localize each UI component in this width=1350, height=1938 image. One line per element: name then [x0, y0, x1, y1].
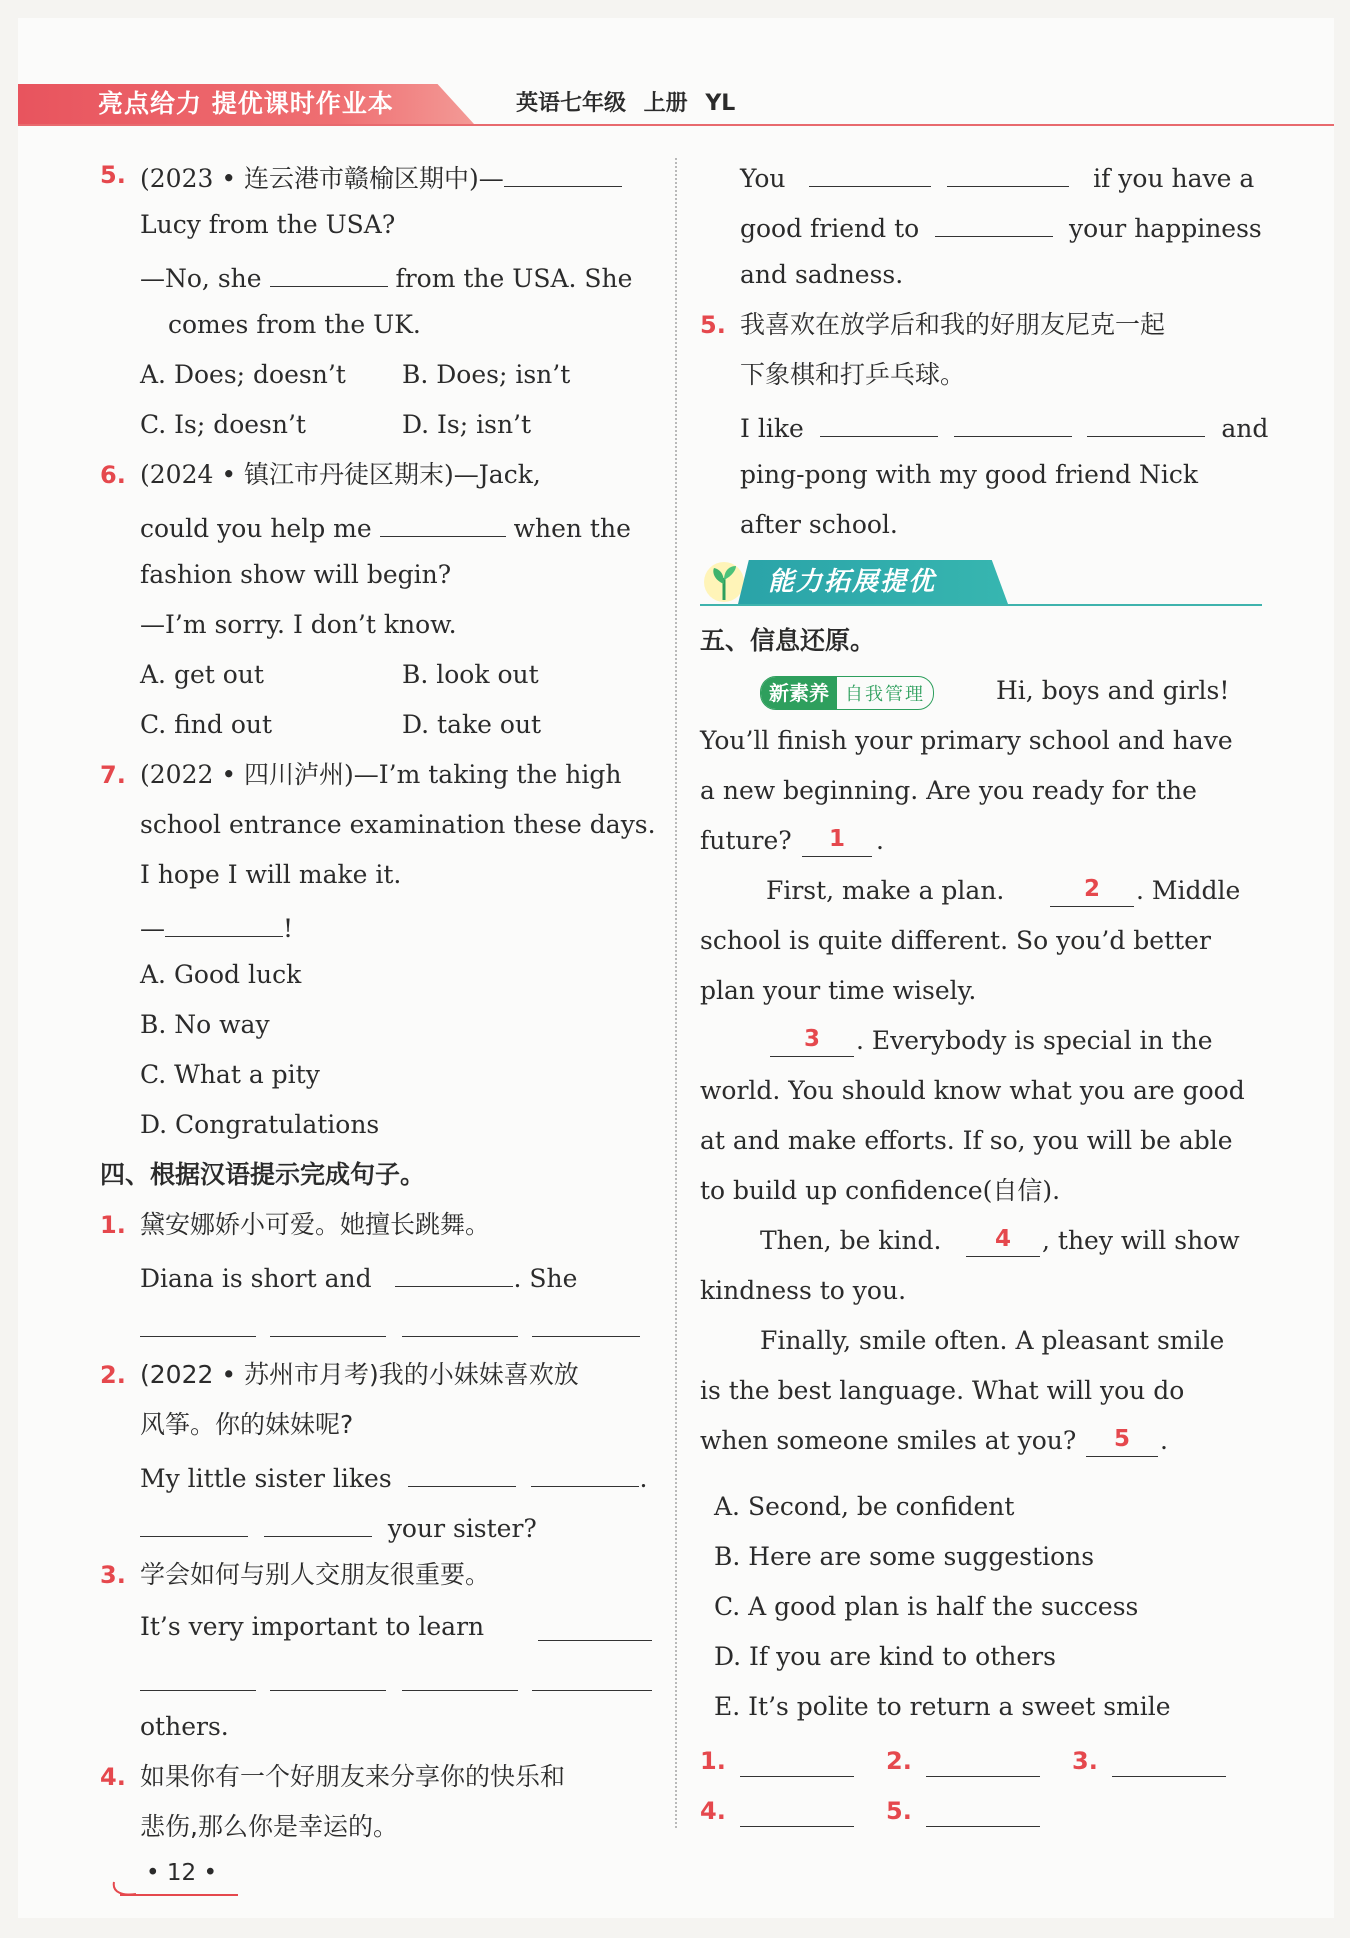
question-source: (2022 • 四川泸州)—I’m taking the high [140, 760, 622, 789]
book-subtitle: 英语七年级 上册 YL [516, 91, 736, 116]
question-line: —I’m sorry. I don’t know. [140, 610, 457, 639]
sentence-line: I like and [740, 410, 1268, 444]
question-line: school entrance examination these days. [140, 810, 656, 839]
passage-blank[interactable] [770, 1056, 854, 1057]
question-line: — ! [140, 910, 293, 944]
question-number: 4. [100, 1763, 126, 1791]
answer-label: 2. [886, 1747, 912, 1775]
chinese-prompt: 风筝。你的妹妹呢? [140, 1410, 354, 1439]
book-title: 亮点给力 提优课时作业本 [98, 89, 394, 118]
passage-line: You’ll finish your primary school and have [700, 726, 1233, 755]
chinese-prompt: 我喜欢在放学后和我的好朋友尼克一起 [740, 310, 1166, 339]
sentence-line: It’s very important to learn [140, 1612, 485, 1641]
passage-line: when someone smiles at you? [700, 1426, 1077, 1455]
answer-blank[interactable] [954, 410, 1072, 437]
question-number: 3. [100, 1561, 126, 1589]
choice-b[interactable]: B. Here are some suggestions [714, 1542, 1095, 1571]
sentence-line: others. [140, 1712, 229, 1741]
question-number: 7. [100, 761, 126, 789]
answer-blank[interactable] [140, 1690, 256, 1691]
passage-punct: . [876, 826, 884, 855]
tag-label: 新素养 [761, 677, 837, 709]
passage-line: plan your time wisely. [700, 976, 977, 1005]
passage-line: . Middle [1136, 876, 1241, 905]
header-rule [18, 124, 1334, 126]
answer-blank[interactable] [947, 160, 1069, 187]
answer-blank[interactable] [538, 1640, 652, 1641]
answer-blank[interactable] [408, 1460, 516, 1487]
chinese-prompt: 黛安娜娇小可爱。她擅长跳舞。 [140, 1210, 491, 1239]
sentence-line: after school. [740, 510, 898, 539]
option-a[interactable]: A. Good luck [140, 960, 302, 989]
question-number: 5. [100, 161, 126, 189]
chinese-prompt: 下象棋和打乒乓球。 [740, 360, 966, 389]
passage-line: Then, be kind. [760, 1226, 942, 1255]
choice-d[interactable]: D. If you are kind to others [714, 1642, 1056, 1671]
answer-blank[interactable] [395, 1260, 513, 1287]
option-a[interactable]: A. Does; doesn’t [140, 360, 346, 389]
blank-number: 2 [1083, 876, 1100, 902]
question-line: —No, she from the USA. She [140, 260, 632, 294]
passage-line: future? [700, 826, 792, 855]
choice-c[interactable]: C. A good plan is half the success [714, 1592, 1139, 1621]
answer-blank[interactable] [740, 1826, 854, 1827]
option-b[interactable]: B. look out [402, 660, 539, 689]
option-b[interactable]: B. Does; isn’t [402, 360, 571, 389]
answer-blank[interactable] [402, 1336, 518, 1337]
column-divider [675, 158, 677, 1828]
option-d[interactable]: D. Congratulations [140, 1110, 380, 1139]
option-b[interactable]: B. No way [140, 1010, 270, 1039]
answer-blank[interactable] [270, 1690, 386, 1691]
passage-line: is the best language. What will you do [700, 1376, 1185, 1405]
answer-blank[interactable] [140, 1510, 248, 1537]
page-number: • 12 • [146, 1860, 218, 1886]
passage-line: , they will show [1042, 1226, 1240, 1255]
passage-blank[interactable] [1086, 1456, 1158, 1457]
passage-line: Finally, smile often. A pleasant smile [760, 1326, 1225, 1355]
sentence-line: and sadness. [740, 260, 904, 289]
answer-label: 5. [886, 1797, 912, 1825]
passage-line: world. You should know what you are good [700, 1076, 1245, 1105]
chinese-prompt: (2022 • 苏州市月考)我的小妹妹喜欢放 [140, 1360, 579, 1389]
passage-line: . Everybody is special in the [856, 1026, 1213, 1055]
passage-line: kindness to you. [700, 1276, 907, 1305]
sentence-line: You if you have a [740, 160, 1254, 194]
question-source: (2024 • 镇江市丹徒区期末)—Jack, [140, 460, 541, 489]
passage-line: Hi, boys and girls! [996, 676, 1230, 705]
answer-blank[interactable] [532, 1690, 652, 1691]
option-a[interactable]: A. get out [140, 660, 264, 689]
section-heading: 五、信息还原。 [700, 626, 876, 655]
question-source: (2023 • 连云港市赣榆区期中)— [140, 160, 622, 194]
answer-blank[interactable] [380, 510, 506, 537]
passage-blank[interactable] [1050, 906, 1134, 907]
question-number: 6. [100, 461, 126, 489]
passage-line: to build up confidence(自信). [700, 1176, 1061, 1205]
blank-number: 4 [994, 1226, 1011, 1252]
sentence-line: good friend to your happiness [740, 210, 1262, 244]
sentence-line: My little sister likes . [140, 1460, 647, 1494]
answer-blank[interactable] [809, 160, 931, 187]
blank-number: 1 [828, 826, 845, 852]
passage-line: a new beginning. Are you ready for the [700, 776, 1197, 805]
passage-blank[interactable] [802, 856, 872, 857]
answer-blank[interactable] [1112, 1776, 1226, 1777]
blank-number: 5 [1113, 1426, 1130, 1452]
page-number-rule [120, 1894, 238, 1896]
answer-label: 3. [1072, 1747, 1098, 1775]
answer-blank[interactable] [531, 1460, 639, 1487]
option-d[interactable]: D. Is; isn’t [402, 410, 532, 439]
passage-punct: . [1160, 1426, 1168, 1455]
tag-sublabel: 自我管理 [845, 684, 925, 705]
answer-blank[interactable] [926, 1776, 1040, 1777]
answer-blank[interactable] [740, 1776, 854, 1777]
chinese-prompt: 如果你有一个好朋友来分享你的快乐和 [140, 1762, 566, 1791]
answer-blank[interactable] [270, 1336, 386, 1337]
skill-tag [760, 676, 934, 710]
answer-label: 1. [700, 1747, 726, 1775]
answer-blank[interactable] [165, 910, 283, 937]
question-number: 1. [100, 1211, 126, 1239]
sentence-line: your sister? [140, 1510, 537, 1544]
answer-blank[interactable] [926, 1826, 1040, 1827]
question-line: comes from the UK. [168, 310, 421, 339]
banner-rule [700, 604, 1262, 606]
answer-blank[interactable] [270, 260, 388, 287]
passage-line: at and make efforts. If so, you will be able [700, 1126, 1233, 1155]
sentence-line: ping-pong with my good friend Nick [740, 460, 1199, 489]
sentence-line: Diana is short and . She [140, 1260, 577, 1294]
answer-blank[interactable] [1087, 410, 1205, 437]
question-line: Lucy from the USA? [140, 210, 396, 239]
passage-line: First, make a plan. [766, 876, 1005, 905]
answer-blank[interactable] [935, 210, 1053, 237]
choice-a[interactable]: A. Second, be confident [714, 1492, 1015, 1521]
choice-e[interactable]: E. It’s polite to return a sweet smile [714, 1692, 1171, 1721]
question-line: fashion show will begin? [140, 560, 452, 589]
answer-label: 4. [700, 1797, 726, 1825]
answer-blank[interactable] [402, 1690, 518, 1691]
answer-blank[interactable] [264, 1510, 372, 1537]
section-banner: 能力拓展提优 [768, 567, 937, 597]
answer-blank[interactable] [820, 410, 938, 437]
option-c[interactable]: C. What a pity [140, 1060, 320, 1089]
question-number: 5. [700, 311, 726, 339]
question-line: I hope I will make it. [140, 860, 402, 889]
passage-line: school is quite different. So you’d better [700, 926, 1211, 955]
section-heading: 四、根据汉语提示完成句子。 [100, 1160, 426, 1189]
passage-blank[interactable] [966, 1256, 1040, 1257]
option-d[interactable]: D. take out [402, 710, 542, 739]
option-c[interactable]: C. find out [140, 710, 273, 739]
answer-blank[interactable] [140, 1336, 256, 1337]
answer-blank[interactable] [504, 160, 622, 187]
chinese-prompt: 悲伤,那么你是幸运的。 [140, 1812, 398, 1841]
answer-blank[interactable] [532, 1336, 640, 1337]
question-line: could you help me when the [140, 510, 631, 544]
option-c[interactable]: C. Is; doesn’t [140, 410, 306, 439]
question-number: 2. [100, 1361, 126, 1389]
chinese-prompt: 学会如何与别人交朋友很重要。 [140, 1560, 491, 1589]
blank-number: 3 [803, 1026, 820, 1052]
